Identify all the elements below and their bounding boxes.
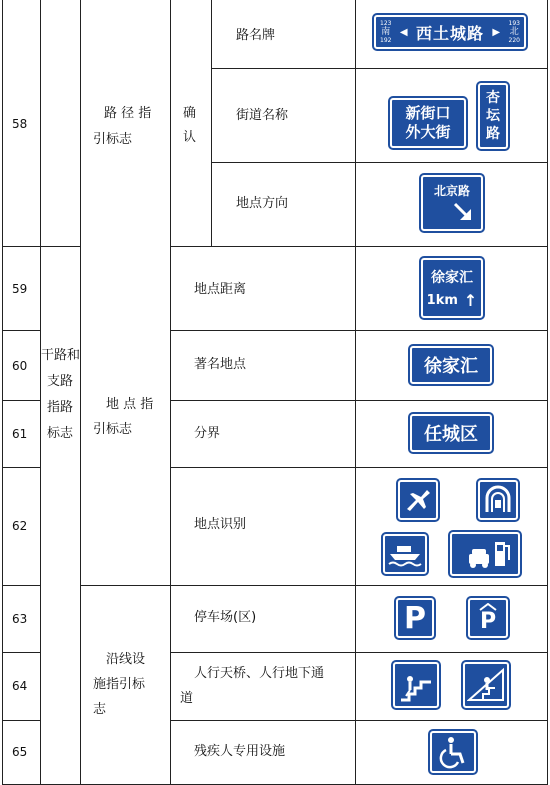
right-arrow-icon: ▶ bbox=[492, 26, 501, 38]
row-number: 60 bbox=[12, 359, 28, 373]
sign-text: 徐家汇 bbox=[424, 356, 478, 377]
gas-station-icon bbox=[455, 536, 515, 572]
parking-sign bbox=[396, 598, 434, 638]
airplane-icon bbox=[403, 485, 433, 515]
border-group bbox=[170, 0, 171, 785]
covered-parking-sign bbox=[468, 598, 508, 638]
sign-text: 杏 bbox=[486, 90, 500, 106]
border-num bbox=[40, 0, 41, 785]
confirm-label: 确 bbox=[183, 106, 197, 121]
sign-text: 路 bbox=[486, 126, 500, 142]
group-route: 引标志 bbox=[93, 132, 133, 147]
item-pedestrian: 人行天桥、人行地下通 bbox=[194, 666, 325, 681]
item-place-identification: 地点识别 bbox=[194, 517, 247, 532]
category-label: 标志 bbox=[47, 426, 74, 441]
sign-text: 北京路 bbox=[433, 184, 470, 198]
confirm-label: 认 bbox=[183, 130, 197, 145]
border-confirm bbox=[211, 0, 212, 246]
row-number: 61 bbox=[12, 427, 28, 441]
ferry-sign bbox=[383, 534, 427, 574]
row-number: 62 bbox=[12, 519, 28, 533]
rule-60b bbox=[170, 400, 548, 401]
item-place-distance: 地点距离 bbox=[194, 282, 247, 297]
group-route: 路 径 指 bbox=[104, 106, 152, 121]
rule-61b bbox=[170, 467, 548, 468]
airport-sign bbox=[398, 480, 438, 520]
street-sign-xingtan bbox=[478, 83, 508, 149]
parking-letter: P bbox=[404, 600, 426, 636]
border-item bbox=[355, 0, 356, 785]
direction-sign bbox=[421, 175, 483, 231]
group-facility: 志 bbox=[93, 702, 107, 717]
rule-62 bbox=[2, 585, 40, 586]
tunnel-sign bbox=[478, 480, 518, 520]
wheelchair-icon bbox=[436, 735, 470, 769]
row-number: 59 bbox=[12, 282, 28, 296]
sign-road-name: 西土城路 bbox=[415, 23, 484, 43]
border-left bbox=[2, 0, 3, 785]
sign-text: 外大街 bbox=[405, 123, 451, 141]
fuel-sign bbox=[450, 532, 520, 576]
rule-61 bbox=[2, 467, 40, 468]
group-place: 引标志 bbox=[93, 422, 133, 437]
sign-direction-label: 南 bbox=[381, 27, 391, 37]
rule-62b bbox=[80, 585, 548, 586]
sign-house-number: 123 bbox=[380, 20, 392, 27]
rule-63b bbox=[170, 652, 548, 653]
accessible-sign bbox=[430, 731, 476, 773]
footbridge-icon bbox=[397, 666, 435, 704]
left-arrow-icon: ◀ bbox=[399, 26, 408, 38]
item-famous-place: 著名地点 bbox=[194, 357, 247, 372]
rule-58b bbox=[170, 246, 548, 247]
rule-59b bbox=[170, 330, 548, 331]
item-road-name-sign: 路名牌 bbox=[236, 28, 276, 43]
rule-r58a bbox=[211, 68, 548, 69]
rule-58 bbox=[2, 246, 80, 247]
boundary-sign bbox=[410, 414, 492, 452]
underpass-icon bbox=[467, 666, 505, 704]
road-name-sign bbox=[374, 15, 526, 49]
arrow-up-icon: ↑ bbox=[463, 290, 478, 310]
item-boundary: 分界 bbox=[194, 426, 221, 441]
group-facility: 沿线设 bbox=[106, 652, 146, 667]
arrow-down-right-icon bbox=[452, 201, 474, 223]
sign-house-number: 192 bbox=[380, 37, 392, 44]
rule-63 bbox=[2, 652, 40, 653]
category-label: 指路 bbox=[47, 400, 74, 415]
category-label: 支路 bbox=[47, 374, 74, 389]
footbridge-sign bbox=[393, 662, 439, 708]
item-place-direction: 地点方向 bbox=[236, 196, 289, 211]
row-number: 63 bbox=[12, 612, 28, 626]
rule-64b bbox=[170, 720, 548, 721]
sign-text: 徐家汇 bbox=[431, 269, 473, 286]
border-right bbox=[547, 0, 548, 785]
rule-60 bbox=[2, 400, 40, 401]
ferry-icon bbox=[387, 540, 423, 568]
item-street-name: 街道名称 bbox=[236, 108, 289, 123]
group-place: 地 点 指 bbox=[106, 397, 154, 412]
parking-letter: P bbox=[479, 609, 497, 634]
row-number: 65 bbox=[12, 745, 28, 759]
street-sign-xinjiekou bbox=[390, 98, 466, 148]
row-number: 58 bbox=[12, 117, 28, 131]
sign-text: 坛 bbox=[486, 108, 500, 124]
item-accessible: 残疾人专用设施 bbox=[194, 744, 286, 759]
border-cat bbox=[80, 0, 81, 785]
rule-r58b bbox=[211, 162, 548, 163]
famous-place-sign bbox=[410, 346, 492, 384]
sign-house-number: 220 bbox=[508, 37, 520, 44]
sign-house-number: 193 bbox=[508, 20, 520, 27]
sign-distance: 1km bbox=[426, 292, 458, 308]
rule-64 bbox=[2, 720, 40, 721]
distance-sign bbox=[421, 258, 483, 318]
underpass-sign bbox=[463, 662, 509, 708]
item-pedestrian: 道 bbox=[180, 691, 194, 706]
row-number: 64 bbox=[12, 679, 28, 693]
sign-text: 新街口 bbox=[405, 104, 451, 122]
rule-59 bbox=[2, 330, 40, 331]
sign-text: 任城区 bbox=[424, 424, 478, 445]
group-facility: 施指引标 bbox=[93, 677, 146, 692]
category-label: 干路和 bbox=[41, 348, 81, 363]
tunnel-icon bbox=[483, 485, 513, 515]
item-parking: 停车场(区) bbox=[194, 610, 257, 625]
sign-direction-label: 北 bbox=[509, 27, 519, 37]
